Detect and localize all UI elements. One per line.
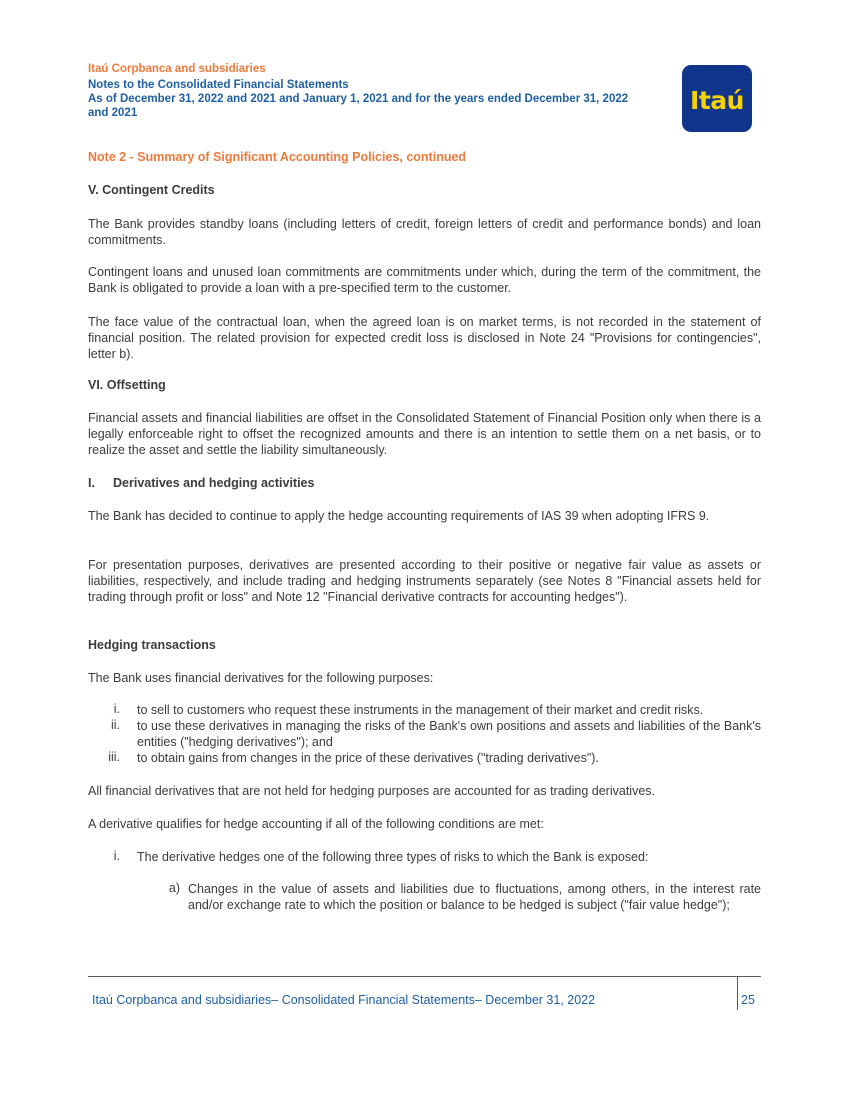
header-period-cont: and 2021	[88, 107, 138, 119]
purpose-item: to sell to customers who request these instruments in the management of their market and credit risks.	[137, 703, 704, 717]
risk-type-number: a)	[168, 881, 180, 895]
derivatives-paragraph-2: For presentation purposes, derivatives are presented according to their positive or negative fair value as assets or liabilities, respectively, and include trading and hedging instruments separately (see Notes 8 "Financial assets held for trading through profit or loss" and Note 12 "Financial derivative contracts for accounting hedges").	[88, 558, 761, 604]
offsetting-heading: VI. Offsetting	[88, 378, 166, 392]
header-subtitle: Notes to the Consolidated Financial Statements	[88, 79, 349, 91]
purpose-number: i.	[113, 702, 120, 716]
contingent-paragraph-3: The face value of the contractual loan, when the agreed loan is on market terms, is not recorded in the statement of financial position. The related provision for expected credit loss is disclosed in Note 24 "Provisions for contingencies", letter b).	[88, 315, 761, 361]
derivatives-heading: Derivatives and hedging activities	[113, 476, 315, 490]
purpose-item: to use these derivatives in managing the risks of the Bank's own positions and assets and liabilities of the Bank's entities ("hedging derivatives"); and	[137, 719, 761, 749]
derivatives-heading-number: I.	[88, 476, 95, 490]
offsetting-paragraph: Financial assets and financial liabilities are offset in the Consolidated Statement of Financial Position only when there is a legally enforceable right to offset the recognized amounts and there is an intention to settle them on a net basis, or to realize the asset and settle the liability simultaneously.	[88, 411, 761, 457]
risk-type-item: Changes in the value of assets and liabilities due to fluctuations, among others, in the interest rate and/or exchange rate to which the position or balance to be hedged is subject ("fair value hedge");	[188, 882, 761, 912]
contingent-paragraph-1: The Bank provides standby loans (including letters of credit, foreign letters of credit and performance bonds) and loan commitments.	[88, 217, 761, 247]
hedging-heading: Hedging transactions	[88, 638, 216, 652]
contingent-paragraph-2: Contingent loans and unused loan commitments are commitments under which, during the term of the commitment, the Bank is obligated to provide a loan with a pre-specified term to the customer.	[88, 265, 761, 295]
purpose-number: ii.	[110, 718, 120, 732]
condition-item: The derivative hedges one of the following three types of risks to which the Bank is exposed:	[137, 850, 649, 864]
header-company: Itaú Corpbanca and subsidiaries	[88, 63, 266, 75]
hedging-paragraph-2: All financial derivatives that are not held for hedging purposes are accounted for as trading derivatives.	[88, 784, 655, 798]
footer-divider	[737, 976, 738, 1010]
footer-rule	[88, 976, 761, 977]
note-title: Note 2 - Summary of Significant Accounting Policies, continued	[88, 150, 467, 164]
footer-text: Itaú Corpbanca and subsidiaries– Consolidated Financial Statements– December 31, 2022	[92, 993, 596, 1007]
hedging-paragraph-3: A derivative qualifies for hedge accounting if all of the following conditions are met:	[88, 817, 544, 831]
purpose-item: to obtain gains from changes in the price of these derivatives ("trading derivatives").	[137, 751, 599, 765]
itau-logo: Itaú	[682, 65, 752, 132]
contingent-credits-heading: V. Contingent Credits	[88, 183, 215, 197]
derivatives-paragraph-1: The Bank has decided to continue to apply the hedge accounting requirements of IAS 39 when adopting IFRS 9.	[88, 509, 710, 523]
condition-number: i.	[113, 849, 120, 863]
purpose-number: iii.	[108, 750, 120, 764]
page-number: 25	[741, 993, 755, 1007]
hedging-paragraph-1: The Bank uses financial derivatives for the following purposes:	[88, 671, 434, 685]
header-period: As of December 31, 2022 and 2021 and January 1, 2021 and for the years ended December 31, 2022	[88, 93, 629, 105]
